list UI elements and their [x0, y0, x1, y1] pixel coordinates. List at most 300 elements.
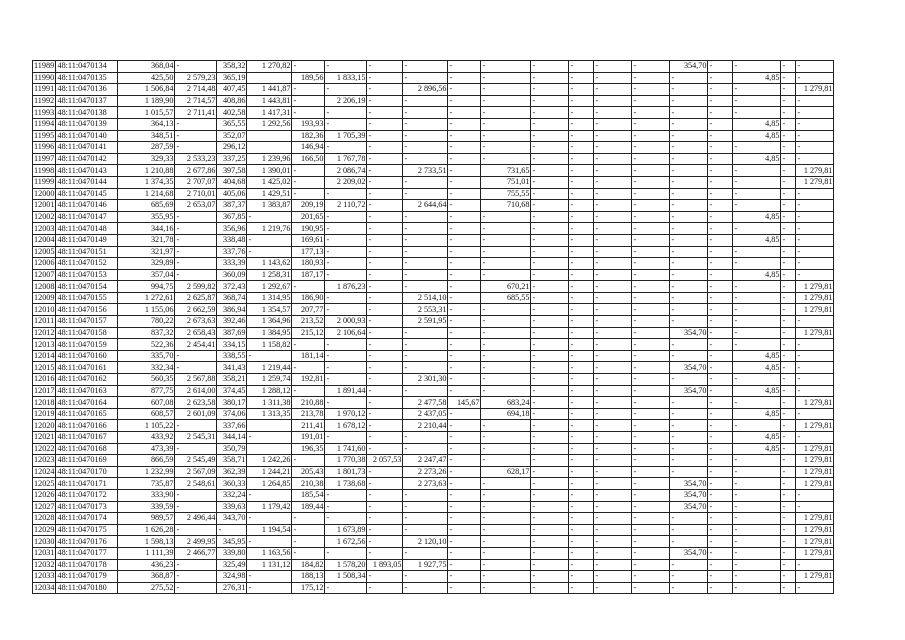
value-cell: - — [781, 281, 796, 293]
cadastral-number-cell: 48:11:0470165 — [56, 408, 118, 420]
value-cell: - — [367, 304, 403, 316]
value-cell: 358,32 — [217, 61, 247, 73]
value-cell: 683,24 — [481, 397, 531, 409]
value-cell: - — [325, 188, 367, 200]
value-cell: 358,21 — [217, 374, 247, 386]
value-cell: - — [292, 281, 325, 293]
value-cell: - — [796, 501, 834, 513]
value-cell: - — [481, 362, 531, 374]
value-cell: - — [403, 327, 448, 339]
value-cell: - — [594, 432, 632, 444]
value-cell: - — [569, 582, 594, 594]
value-cell: 628,17 — [481, 466, 531, 478]
value-cell: - — [448, 107, 481, 119]
value-cell: - — [325, 258, 367, 270]
row-number-cell: 12023 — [34, 455, 55, 465]
value-cell: 425,50 — [118, 72, 175, 84]
value-cell: - — [708, 339, 733, 351]
value-cell: - — [481, 316, 531, 328]
value-cell: - — [632, 316, 670, 328]
value-cell: - — [531, 118, 569, 130]
value-cell: - — [708, 374, 733, 386]
value-cell: - — [594, 385, 632, 397]
value-cell: - — [632, 118, 670, 130]
value-cell: 4,85 — [733, 130, 781, 142]
value-cell: - — [367, 61, 403, 73]
value-cell: - — [481, 489, 531, 501]
value-cell: - — [569, 489, 594, 501]
value-cell: - — [733, 466, 781, 478]
cadastral-number-cell: 48:11:0470163 — [56, 385, 118, 397]
value-cell: - — [403, 130, 448, 142]
value-cell: 837,32 — [118, 327, 175, 339]
value-cell: 1 131,12 — [247, 559, 292, 571]
value-cell: - — [781, 582, 796, 594]
value-cell: - — [325, 211, 367, 223]
value-cell: - — [569, 61, 594, 73]
value-cell: 189,56 — [292, 72, 325, 84]
value-cell: - — [594, 281, 632, 293]
value-cell: - — [569, 223, 594, 235]
value-cell: - — [670, 292, 708, 304]
value-cell: - — [292, 61, 325, 73]
cadastral-number-cell: 48:11:0470177 — [56, 547, 118, 559]
row-number-cell: 12030 — [34, 536, 55, 546]
value-cell: - — [569, 362, 594, 374]
value-cell: 1 272,61 — [118, 292, 175, 304]
value-cell: - — [292, 176, 325, 188]
value-cell: 1 279,81 — [796, 327, 834, 339]
value-cell: 338,55 — [217, 350, 247, 362]
value-cell: - — [403, 350, 448, 362]
cadastral-number-cell: 48:11:0470151 — [56, 246, 118, 258]
value-cell: - — [481, 246, 531, 258]
value-cell: - — [325, 513, 367, 525]
value-cell: - — [796, 350, 834, 362]
value-cell: - — [632, 61, 670, 73]
value-cell: - — [781, 536, 796, 548]
value-cell: 210,88 — [292, 397, 325, 409]
value-cell: - — [670, 153, 708, 165]
value-cell: - — [796, 211, 834, 223]
value-cell: - — [531, 188, 569, 200]
value-cell: - — [781, 374, 796, 386]
cadastral-number-cell: 48:11:0470144 — [56, 176, 118, 188]
value-cell: - — [594, 547, 632, 559]
value-cell: - — [448, 223, 481, 235]
value-cell: - — [594, 466, 632, 478]
value-cell: - — [670, 339, 708, 351]
value-cell: - — [367, 489, 403, 501]
row-number-cell: 12027 — [34, 501, 55, 511]
value-cell: - — [531, 350, 569, 362]
value-cell: - — [569, 246, 594, 258]
value-cell: - — [531, 142, 569, 154]
value-cell: - — [481, 513, 531, 525]
value-cell: 1 927,75 — [403, 559, 448, 571]
value-cell: - — [781, 385, 796, 397]
value-cell: 374,06 — [217, 408, 247, 420]
row-number-cell: 11997 — [34, 154, 55, 164]
value-cell: 365,55 — [217, 118, 247, 130]
value-cell: 408,86 — [217, 95, 247, 107]
value-cell: - — [531, 362, 569, 374]
value-cell: - — [708, 118, 733, 130]
value-cell: 354,70 — [670, 489, 708, 501]
row-number-cell: 11994 — [34, 119, 55, 129]
table-row — [33, 153, 834, 165]
value-cell: - — [325, 304, 367, 316]
value-cell: - — [708, 188, 733, 200]
value-cell: - — [448, 501, 481, 513]
value-cell: - — [632, 258, 670, 270]
value-cell: 189,44 — [292, 501, 325, 513]
value-cell: - — [531, 234, 569, 246]
value-cell: - — [531, 397, 569, 409]
value-cell: - — [632, 559, 670, 571]
value-cell: - — [670, 397, 708, 409]
value-cell: - — [448, 455, 481, 467]
value-cell: - — [531, 316, 569, 328]
value-cell: - — [569, 153, 594, 165]
value-cell: - — [569, 466, 594, 478]
value-cell: - — [569, 432, 594, 444]
value-cell: 2 625,87 — [175, 292, 217, 304]
value-cell: - — [594, 536, 632, 548]
value-cell: 866,59 — [118, 455, 175, 467]
value-cell: - — [481, 559, 531, 571]
value-cell: - — [708, 95, 733, 107]
value-cell: - — [632, 188, 670, 200]
value-cell: - — [632, 350, 670, 362]
value-cell: - — [796, 582, 834, 594]
value-cell: - — [367, 281, 403, 293]
value-cell: - — [531, 339, 569, 351]
value-cell: - — [403, 501, 448, 513]
value-cell: - — [670, 95, 708, 107]
value-cell: 607,08 — [118, 397, 175, 409]
value-cell: - — [708, 536, 733, 548]
value-cell: - — [247, 234, 292, 246]
value-cell: - — [733, 582, 781, 594]
value-cell: - — [325, 223, 367, 235]
value-cell: - — [708, 130, 733, 142]
value-cell: - — [325, 84, 367, 96]
value-cell: - — [448, 95, 481, 107]
table-row — [33, 165, 834, 177]
value-cell: - — [781, 153, 796, 165]
value-cell: 2 206,19 — [325, 95, 367, 107]
value-cell: - — [448, 524, 481, 536]
table-row — [33, 524, 834, 536]
value-cell: 190,95 — [292, 223, 325, 235]
value-cell: 2 896,56 — [403, 84, 448, 96]
value-cell: - — [403, 582, 448, 594]
cadastral-number-cell: 48:11:0470138 — [56, 107, 118, 119]
value-cell: - — [367, 478, 403, 490]
value-cell: 354,70 — [670, 385, 708, 397]
value-cell: 344,14 — [217, 432, 247, 444]
value-cell: 367,85 — [217, 211, 247, 223]
value-cell: - — [733, 559, 781, 571]
value-cell: - — [781, 258, 796, 270]
value-cell: - — [569, 478, 594, 490]
value-cell: 877,75 — [118, 385, 175, 397]
value-cell: - — [531, 292, 569, 304]
row-number-cell: 12018 — [34, 397, 55, 407]
value-cell: - — [708, 200, 733, 212]
value-cell: 191,01 — [292, 432, 325, 444]
value-cell: - — [670, 536, 708, 548]
value-cell: - — [292, 385, 325, 397]
value-cell: 276,31 — [217, 582, 247, 594]
value-cell: - — [632, 547, 670, 559]
value-cell: - — [292, 455, 325, 467]
value-cell: - — [448, 559, 481, 571]
value-cell: 4,85 — [733, 385, 781, 397]
value-cell: 2 086,74 — [325, 165, 367, 177]
value-cell: - — [367, 397, 403, 409]
value-cell: - — [403, 188, 448, 200]
value-cell: - — [594, 524, 632, 536]
value-cell: 2 623,58 — [175, 397, 217, 409]
value-cell: - — [448, 304, 481, 316]
value-cell: - — [448, 547, 481, 559]
value-cell: - — [781, 420, 796, 432]
value-cell: - — [481, 223, 531, 235]
value-cell: - — [733, 536, 781, 548]
row-number-cell: 12003 — [34, 223, 55, 233]
value-cell: - — [367, 246, 403, 258]
value-cell: - — [670, 571, 708, 583]
value-cell: - — [403, 489, 448, 501]
value-cell: 324,98 — [217, 571, 247, 583]
value-cell: - — [403, 362, 448, 374]
value-cell: 1 279,81 — [796, 84, 834, 96]
value-cell: - — [632, 281, 670, 293]
value-cell: 332,24 — [217, 489, 247, 501]
value-cell: - — [292, 513, 325, 525]
value-cell: 213,52 — [292, 316, 325, 328]
value-cell: - — [367, 95, 403, 107]
value-cell: - — [733, 304, 781, 316]
value-cell: - — [481, 95, 531, 107]
value-cell: - — [448, 200, 481, 212]
value-cell: - — [594, 176, 632, 188]
value-cell — [247, 72, 292, 84]
cadastral-number-cell: 48:11:0470178 — [56, 559, 118, 571]
table-row — [33, 513, 834, 525]
value-cell: - — [531, 420, 569, 432]
value-cell: 1 770,38 — [325, 455, 367, 467]
table-row — [33, 234, 834, 246]
value-cell: - — [733, 176, 781, 188]
row-number-cell: 12008 — [34, 281, 55, 291]
value-cell: - — [481, 420, 531, 432]
value-cell: 355,95 — [118, 211, 175, 223]
value-cell: 1 143,62 — [247, 258, 292, 270]
value-cell: - — [708, 397, 733, 409]
value-cell: - — [448, 130, 481, 142]
value-cell: 1 189,90 — [118, 95, 175, 107]
value-cell: - — [733, 501, 781, 513]
value-cell: 2 437,05 — [403, 408, 448, 420]
value-cell: 374,45 — [217, 385, 247, 397]
value-cell: 275,52 — [118, 582, 175, 594]
value-cell: - — [481, 153, 531, 165]
value-cell: - — [594, 165, 632, 177]
value-cell: 1 738,68 — [325, 478, 367, 490]
value-cell: 368,87 — [118, 571, 175, 583]
value-cell: - — [670, 432, 708, 444]
value-cell: - — [325, 362, 367, 374]
value-cell: - — [448, 153, 481, 165]
value-cell: 2 567,09 — [175, 466, 217, 478]
value-cell: - — [531, 211, 569, 223]
value-cell: - — [632, 130, 670, 142]
cadastral-number-cell: 48:11:0470176 — [56, 536, 118, 548]
value-cell: 2 533,23 — [175, 153, 217, 165]
value-cell: 1 767,78 — [325, 153, 367, 165]
value-cell: - — [781, 292, 796, 304]
value-cell: - — [781, 95, 796, 107]
value-cell: - — [531, 95, 569, 107]
value-cell: 1 598,13 — [118, 536, 175, 548]
value-cell: - — [708, 223, 733, 235]
value-cell: - — [481, 455, 531, 467]
value-cell: - — [448, 292, 481, 304]
value-cell: - — [531, 478, 569, 490]
value-cell: - — [448, 536, 481, 548]
table-row — [33, 72, 834, 84]
value-cell: - — [448, 350, 481, 362]
value-cell: - — [708, 420, 733, 432]
value-cell: - — [594, 61, 632, 73]
table-row — [33, 455, 834, 467]
value-cell: - — [448, 281, 481, 293]
value-cell: - — [594, 559, 632, 571]
value-cell: 755,55 — [481, 188, 531, 200]
value-cell: - — [670, 200, 708, 212]
row-number-cell: 12025 — [34, 478, 55, 488]
value-cell: - — [632, 362, 670, 374]
row-number-cell: 11998 — [34, 165, 55, 175]
value-cell: - — [594, 153, 632, 165]
value-cell: - — [708, 258, 733, 270]
value-cell: 354,70 — [670, 61, 708, 73]
value-cell: - — [781, 559, 796, 571]
value-cell: - — [708, 513, 733, 525]
value-cell: - — [481, 478, 531, 490]
value-cell: 1 374,35 — [118, 176, 175, 188]
row-number-cell: 12034 — [34, 583, 55, 593]
value-cell: - — [481, 432, 531, 444]
value-cell: - — [708, 443, 733, 455]
value-cell: - — [247, 432, 292, 444]
value-cell: - — [175, 489, 217, 501]
value-cell: - — [632, 420, 670, 432]
value-cell: 1 292,67 — [247, 281, 292, 293]
cadastral-number-cell: 48:11:0470170 — [56, 466, 118, 478]
value-cell: 1 578,20 — [325, 559, 367, 571]
value-cell: 215,12 — [292, 327, 325, 339]
value-cell: - — [670, 107, 708, 119]
value-cell: - — [632, 582, 670, 594]
value-cell: 344,16 — [118, 223, 175, 235]
value-cell: - — [531, 559, 569, 571]
value-cell: - — [569, 339, 594, 351]
cadastral-number-cell: 48:11:0470147 — [56, 211, 118, 223]
value-cell: 1 163,56 — [247, 547, 292, 559]
value-cell: 354,70 — [670, 362, 708, 374]
value-cell: - — [796, 130, 834, 142]
value-cell: 341,43 — [217, 362, 247, 374]
value-cell: - — [670, 455, 708, 467]
value-cell: 380,17 — [217, 397, 247, 409]
value-cell: - — [569, 142, 594, 154]
value-cell: - — [733, 142, 781, 154]
value-cell: 181,14 — [292, 350, 325, 362]
table-row — [33, 211, 834, 223]
value-cell: - — [670, 281, 708, 293]
value-cell: - — [569, 455, 594, 467]
value-cell: - — [175, 142, 217, 154]
value-cell: - — [733, 223, 781, 235]
value-cell: - — [531, 582, 569, 594]
value-cell: - — [403, 211, 448, 223]
value-cell: - — [796, 432, 834, 444]
value-cell: - — [733, 374, 781, 386]
value-cell: - — [292, 107, 325, 119]
value-cell: - — [796, 316, 834, 328]
value-cell: 1 279,81 — [796, 513, 834, 525]
value-cell: - — [292, 188, 325, 200]
value-cell: - — [531, 408, 569, 420]
value-cell: - — [448, 362, 481, 374]
value-cell: 1 279,81 — [796, 478, 834, 490]
value-cell: 2 110,72 — [325, 200, 367, 212]
value-cell: - — [481, 327, 531, 339]
value-cell: - — [367, 130, 403, 142]
value-cell: - — [670, 118, 708, 130]
row-number-cell: 12019 — [34, 409, 55, 419]
value-cell: - — [594, 478, 632, 490]
value-cell: - — [569, 292, 594, 304]
value-cell: - — [481, 443, 531, 455]
value-cell: - — [632, 397, 670, 409]
row-number-cell: 12014 — [34, 351, 55, 361]
value-cell: - — [708, 362, 733, 374]
table-row — [33, 327, 834, 339]
value-cell: - — [670, 246, 708, 258]
value-cell: 1 288,12 — [247, 385, 292, 397]
value-cell: - — [403, 95, 448, 107]
value-cell: - — [481, 118, 531, 130]
value-cell: 2 658,43 — [175, 327, 217, 339]
value-cell: 2 591,95 — [403, 316, 448, 328]
table-row — [33, 304, 834, 316]
value-cell: - — [781, 397, 796, 409]
value-cell: - — [325, 339, 367, 351]
value-cell: - — [367, 350, 403, 362]
value-cell: - — [367, 269, 403, 281]
value-cell: - — [531, 385, 569, 397]
value-cell: - — [632, 304, 670, 316]
value-cell: - — [569, 281, 594, 293]
value-cell: 2 662,59 — [175, 304, 217, 316]
value-cell — [247, 420, 292, 432]
value-cell: 354,70 — [670, 327, 708, 339]
